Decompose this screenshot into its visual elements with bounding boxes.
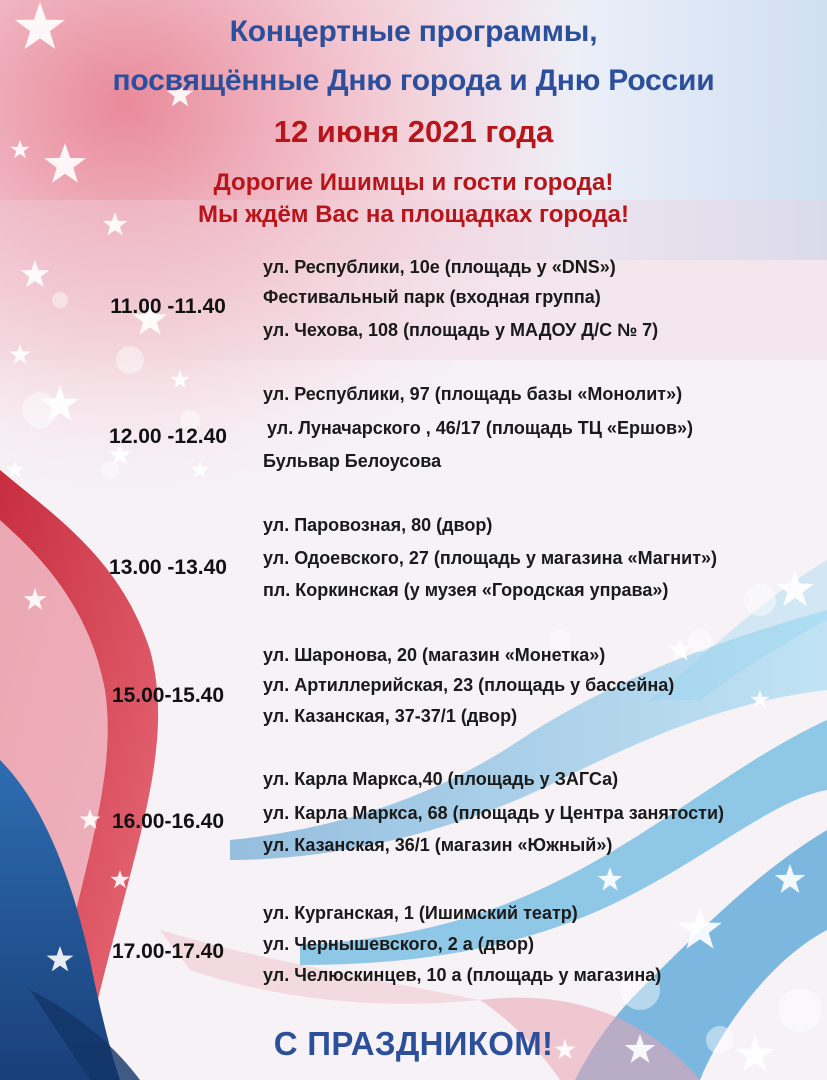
greeting-line1: Дорогие Ишимцы и гости города! bbox=[213, 169, 614, 196]
venue-address: ул. Курганская, 1 (Ишимский театр) bbox=[263, 903, 578, 923]
venue-address: Фестивальный парк (входная группа) bbox=[263, 287, 601, 307]
venue-address: пл. Коркинская (у музея «Городская управа») bbox=[263, 580, 669, 600]
venue-address: ул. Чехова, 108 (площадь у МАДОУ Д/С № 7) bbox=[263, 320, 659, 340]
venue-address: ул. Одоевского, 27 (площадь у магазина «Магнит») bbox=[263, 548, 718, 568]
venue-address: ул. Челюскинцев, 10 а (площадь у магазина) bbox=[263, 965, 662, 985]
venue-address: ул. Карла Маркса, 68 (площадь у Центра занятости) bbox=[263, 803, 725, 823]
venue-address: ул. Шаронова, 20 (магазин «Монетка») bbox=[263, 645, 606, 665]
venue-address: ул. Карла Маркса,40 (площадь у ЗАГСа) bbox=[263, 769, 619, 789]
schedule-time: 15.00-15.40 bbox=[111, 684, 225, 707]
venue-address: ул. Паровозная, 80 (двор) bbox=[263, 515, 493, 535]
venue-address: Бульвар Белоусова bbox=[263, 451, 442, 471]
schedule-time: 16.00-16.40 bbox=[111, 810, 225, 833]
schedule-time: 11.00 -11.40 bbox=[110, 295, 226, 318]
schedule-time: 12.00 -12.40 bbox=[109, 425, 227, 448]
venue-address: ул. Республики, 10е (площадь у «DNS») bbox=[263, 257, 616, 277]
venue-address: ул. Республики, 97 (площадь базы «Монолит») bbox=[263, 384, 683, 404]
holiday-greeting: С ПРАЗДНИКОМ! bbox=[273, 1025, 554, 1062]
venue-address: ул. Чернышевского, 2 а (двор) bbox=[263, 934, 535, 954]
schedule-time: 13.00 -13.40 bbox=[109, 556, 227, 579]
venue-address: ул. Артиллерийская, 23 (площадь у бассейна) bbox=[263, 675, 675, 695]
event-date: 12 июня 2021 года bbox=[273, 114, 554, 149]
poster-title-line2: посвящённые Дню города и Дню России bbox=[112, 64, 715, 97]
venue-address: ул. Луначарского , 46/17 (площадь ТЦ «Ершов») bbox=[267, 418, 694, 438]
schedule-time: 17.00-17.40 bbox=[111, 940, 225, 963]
greeting-line2: Мы ждём Вас на площадках города! bbox=[198, 201, 629, 228]
venue-address: ул. Казанская, 36/1 (магазин «Южный») bbox=[263, 835, 613, 855]
poster-title-line1: Концертные программы, bbox=[229, 15, 598, 48]
venue-address: ул. Казанская, 37-37/1 (двор) bbox=[263, 706, 518, 726]
